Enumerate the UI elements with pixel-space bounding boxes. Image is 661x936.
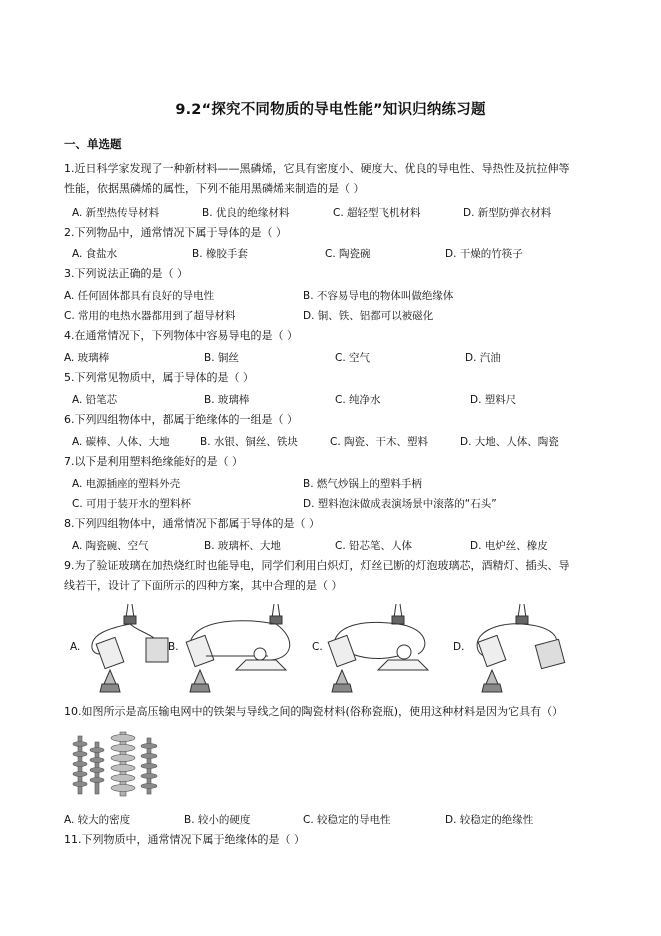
page-title: 9.2“探究不同物质的导电性能”知识归纳练习题 [175, 102, 486, 118]
option-10b: B. 较小的硬度 [184, 814, 251, 826]
option-4c: C. 空气 [335, 352, 371, 364]
option-10a: A. 较大的密度 [64, 814, 131, 826]
option-4d: D. 汽油 [465, 352, 501, 364]
option-5b: B. 玻璃棒 [204, 394, 250, 406]
question-4-text: 4.在通常情况下，下列物体中容易导电的是（ ） [64, 329, 298, 342]
option-1a: A. 新型热传导材料 [72, 207, 160, 219]
section-heading: 一、单选题 [64, 137, 122, 151]
question-9-line-2: 线若干，设计了下面所示的四种方案，其中合理的是（ ） [64, 579, 343, 592]
option-7a: A. 电源插座的塑料外壳 [72, 478, 181, 490]
question-7-text: 7.以下是利用塑料绝缘能好的是（ ） [64, 455, 243, 468]
option-5a: A. 铅笔芯 [72, 394, 118, 406]
circuit-diagram-b [176, 598, 311, 698]
circuit-diagram-c [318, 598, 453, 698]
option-8b: B. 玻璃杯、大地 [204, 540, 281, 552]
option-4b: B. 铜丝 [204, 352, 239, 364]
option-6a: A. 碳棒、人体、大地 [72, 436, 170, 448]
circuit-diagram-d [462, 598, 582, 698]
question-9-line-1: 9.为了验证玻璃在加热烧红时也能导电，同学们利用白炽灯，灯丝已断的灯泡玻璃芯，酒精灯、插头、导 [64, 559, 570, 572]
option-2c: C. 陶瓷碗 [325, 248, 371, 260]
option-8d: D. 电炉丝、橡皮 [470, 540, 548, 552]
option-2a: A. 食盐水 [72, 248, 118, 260]
option-7b: B. 燃气炒锅上的塑料手柄 [303, 478, 422, 490]
option-10c: C. 较稳定的导电性 [303, 814, 391, 826]
question-6-text: 6.下列四组物体中，都属于绝缘体的一组是（ ） [64, 413, 298, 426]
question-2-text: 2.下列物品中，通常情况下属于导体的是（ ） [64, 226, 287, 239]
option-4a: A. 玻璃棒 [64, 352, 110, 364]
option-10d: D. 较稳定的绝缘性 [445, 814, 534, 826]
question-5-text: 5.下列常见物质中，属于导体的是（ ） [64, 371, 254, 384]
option-3b: B. 不容易导电的物体叫做绝缘体 [303, 290, 454, 302]
option-3a: A. 任何固体都具有良好的导电性 [64, 290, 215, 302]
ceramic-insulator-image [72, 728, 172, 800]
option-8c: C. 铅芯笔、人体 [335, 540, 413, 552]
option-6d: D. 大地、人体、陶瓷 [460, 436, 559, 448]
question-1-line-1: 1.近日科学家发现了一种新材料——黑磷烯，它具有密度小、硬度大、优良的导电性、导热性及抗拉伸等 [64, 162, 570, 175]
option-3c: C. 常用的电热水器都用到了超导材料 [64, 310, 236, 322]
option-1c: C. 超轻型飞机材料 [333, 207, 421, 219]
option-2b: B. 橡胶手套 [192, 248, 248, 260]
question-11-text: 11.下列物质中，通常情况下属于绝缘体的是（ ） [64, 833, 305, 846]
option-1d: D. 新型防弹衣材料 [463, 207, 552, 219]
figure-label-c: C. [312, 641, 323, 653]
question-1-line-2: 性能，依据黑磷烯的属性，下列不能用黑磷烯来制造的是（ ） [64, 182, 365, 195]
question-3-text: 3.下列说法正确的是（ ） [64, 267, 188, 280]
option-1b: B. 优良的绝缘材料 [202, 207, 290, 219]
option-6b: B. 水银、铜丝、铁块 [200, 436, 298, 448]
option-7c: C. 可用于装开水的塑料杯 [72, 498, 192, 510]
option-5c: C. 纯净水 [335, 394, 381, 406]
figure-label-a: A. [70, 641, 81, 653]
option-2d: D. 干燥的竹筷子 [445, 248, 523, 260]
circuit-diagram-a [80, 598, 190, 698]
option-7d: D. 塑料泡沫做成表演场景中滚落的“石头” [303, 498, 497, 510]
question-10-text: 10.如图所示是高压输电网中的铁架与导线之间的陶瓷材料(俗称瓷瓶)，使用这种材料是因为它具有（） [64, 705, 564, 718]
option-3d: D. 铜、铁、铝都可以被磁化 [303, 310, 434, 322]
question-8-text: 8.下列四组物体中，通常情况下都属于导体的是（ ） [64, 517, 320, 530]
option-6c: C. 陶瓷、干木、塑料 [330, 436, 429, 448]
option-5d: D. 塑料尺 [470, 394, 517, 406]
figure-label-d: D. [453, 641, 465, 653]
figure-label-b: B. [168, 641, 179, 653]
option-8a: A. 陶瓷碗、空气 [72, 540, 149, 552]
